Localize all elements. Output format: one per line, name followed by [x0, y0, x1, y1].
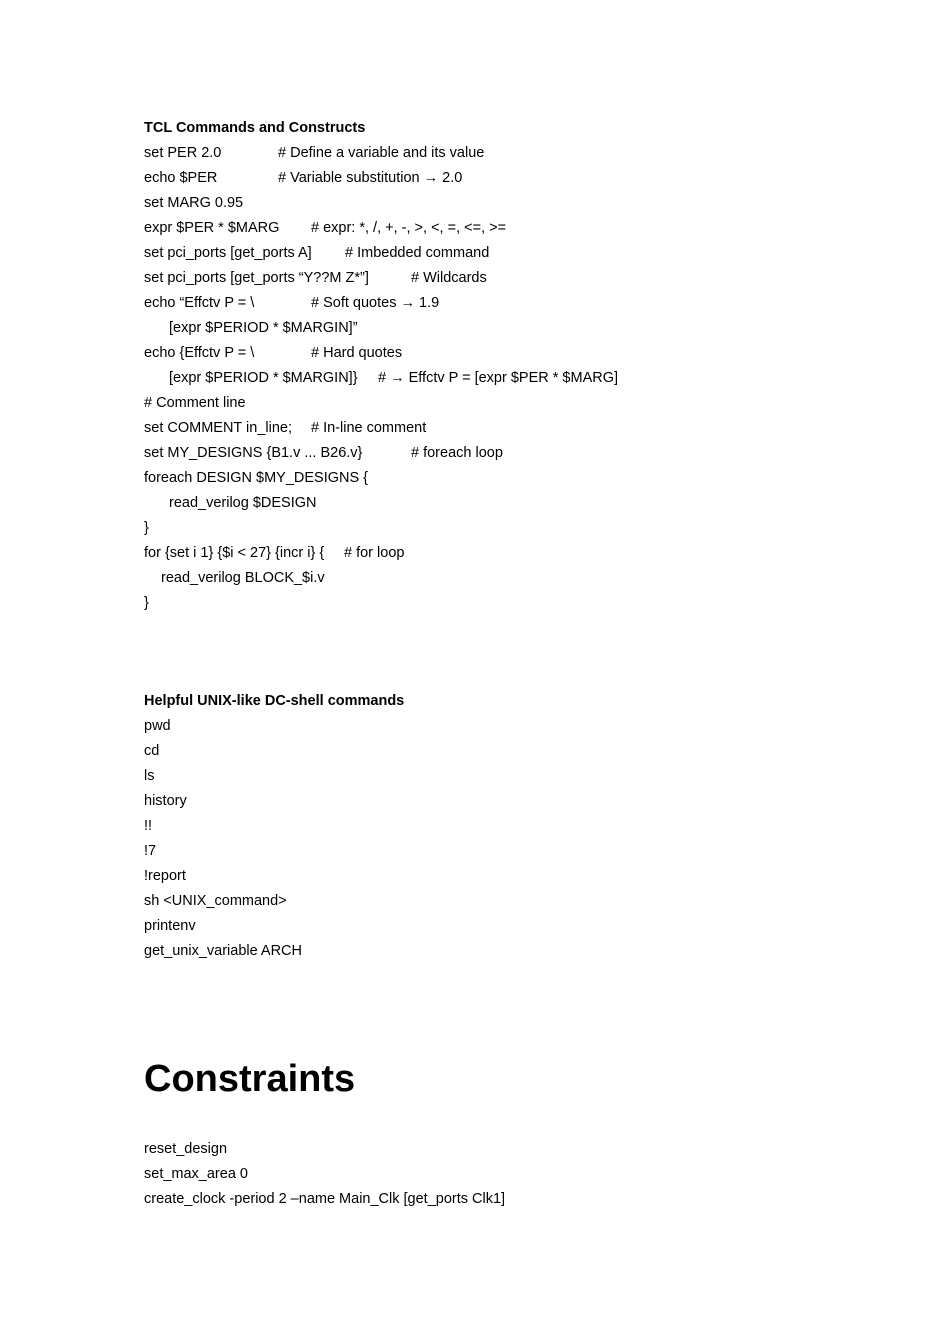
code-line: [expr $PERIOD * $MARGIN]} # → Effctv P = [expr $PER * $MARG] [169, 370, 619, 386]
code-comment: # foreach loop [411, 445, 503, 461]
section-title-unix: Helpful UNIX-like DC-shell commands [144, 693, 405, 709]
code-line: echo $PER # Variable substitution → 2.0 [144, 170, 463, 186]
code-line: echo {Effctv P = \ # Hard quotes [144, 345, 403, 361]
code-line: expr $PER * $MARG # expr: *, /, +, -, >, <, =, <=, >= [144, 220, 507, 236]
code-comment: # Hard quotes [311, 345, 403, 361]
code-line: foreach DESIGN $MY_DESIGNS { [144, 470, 369, 486]
code-line: for {set i 1} {$i < 27} {incr i} { # for loop [144, 545, 405, 561]
code-comment: # expr: *, /, +, -, >, <, =, <=, >= [311, 220, 507, 236]
heading-constraints: Constraints [144, 1058, 356, 1100]
section-title-tcl: TCL Commands and Constructs [144, 120, 366, 136]
constraint-line: create_clock -period 2 –name Main_Clk [get_ports Clk1] [144, 1191, 506, 1207]
command-line: !report [144, 868, 186, 884]
code-line: set pci_ports [get_ports “Y??M Z*”] # Wildcards [144, 270, 487, 286]
command-line: printenv [144, 918, 196, 934]
code-comment: # Soft quotes → 1.9 [311, 295, 440, 311]
code-line: set COMMENT in_line; # In-line comment [144, 420, 427, 436]
code-comment: # In-line comment [311, 420, 427, 436]
code-line: read_verilog $DESIGN [169, 495, 317, 511]
code-line: set MY_DESIGNS {B1.v ... B26.v} # foreach loop [144, 445, 503, 461]
code-comment: # Define a variable and its value [278, 145, 485, 161]
code-line: set PER 2.0 # Define a variable and its value [144, 145, 485, 161]
code-line: set pci_ports [get_ports A] # Imbedded command [144, 245, 490, 261]
command-line: sh <UNIX_command> [144, 893, 287, 909]
code-line: [expr $PERIOD * $MARGIN]” [169, 320, 358, 336]
code-comment: # → Effctv P = [expr $PER * $MARG] [378, 370, 619, 386]
command-line: !! [144, 818, 153, 834]
constraint-line: set_max_area 0 [144, 1166, 248, 1182]
code-line: echo “Effctv P = \ # Soft quotes → 1.9 [144, 295, 440, 311]
code-comment: # Variable substitution → 2.0 [278, 170, 463, 186]
constraint-line: reset_design [144, 1141, 228, 1157]
code-line: } [144, 520, 149, 536]
code-line: } [144, 595, 149, 611]
code-comment: # for loop [344, 545, 405, 561]
code-comment: # Imbedded command [345, 245, 490, 261]
command-line: cd [144, 743, 160, 759]
command-line: ls [144, 768, 155, 784]
code-line: # Comment line [144, 395, 246, 411]
command-line: pwd [144, 718, 171, 734]
command-line: !7 [144, 843, 157, 859]
code-line: set MARG 0.95 [144, 195, 244, 211]
code-line: read_verilog BLOCK_$i.v [161, 570, 325, 586]
command-line: get_unix_variable ARCH [144, 943, 302, 959]
command-line: history [144, 793, 187, 809]
code-comment: # Wildcards [411, 270, 487, 286]
